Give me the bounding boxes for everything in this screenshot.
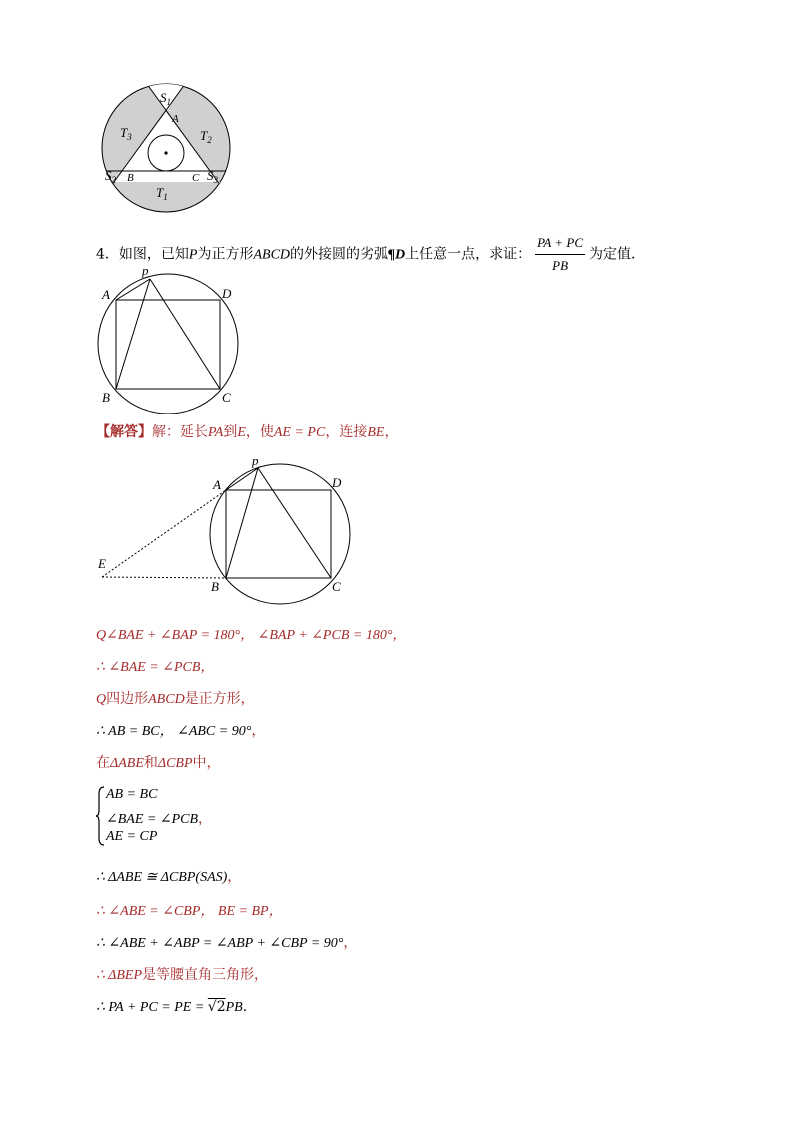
proof-line-10-end: ．: [242, 999, 257, 1015]
proof-line-10-pb: PB: [225, 1000, 243, 1015]
solution-text-4: ，连接: [325, 424, 368, 440]
solution-tag: 【解答】: [96, 424, 152, 440]
proof-line-4: [96, 720, 265, 740]
system-eq-2-end: ，: [198, 811, 213, 827]
system-brace: [96, 786, 106, 846]
triangle-cbp: ΔCBP: [157, 756, 193, 771]
proof-line-7: ∴ ∠ABE = ∠CBP， BE = BP，: [96, 904, 283, 919]
solution-text-3: ，使: [245, 424, 274, 440]
figure-1-circle-triangle: [96, 80, 236, 220]
proof-line-4-end: ，: [251, 723, 266, 739]
label-C: C: [332, 579, 341, 594]
square-name: ABCD: [253, 247, 291, 263]
solution-text-2: 到: [223, 424, 238, 440]
proof-line-6-math: ∴ ΔABE ≅ ΔCBP(SAS): [96, 870, 228, 885]
proof-line-6: [96, 866, 241, 886]
proof-line-8-end: ，: [343, 935, 358, 951]
proof-line-6-end: ，: [227, 869, 242, 885]
label-E: E: [98, 556, 106, 571]
label-B: B: [102, 390, 110, 405]
label-B: B: [211, 579, 219, 594]
proof-line-3: [96, 688, 255, 708]
label-T2: $T_2$: [200, 128, 212, 145]
solution-text-1: 解：延长: [152, 424, 208, 440]
figure-3-construction: [96, 450, 366, 610]
proof-line-3-text2: 是正方形，: [184, 691, 255, 707]
proof-line-5-text3: 中，: [192, 755, 221, 771]
triangle-abe: ΔABE: [110, 756, 144, 771]
proof-line-10-lhs: ∴ PA + PC = PE =: [96, 1000, 208, 1015]
label-A: A: [172, 113, 179, 125]
problem-text-5: 为定值．: [589, 246, 646, 263]
label-T1: $T_1$: [156, 185, 168, 202]
label-D: D: [332, 475, 342, 490]
proof-line-9: [96, 964, 268, 984]
because-symbol: Q: [96, 692, 107, 707]
proof-line-5-text: 在: [96, 755, 110, 771]
label-D: D: [222, 286, 232, 301]
label-p: p: [142, 263, 149, 278]
label-S1: $S_1$: [160, 90, 171, 107]
proof-line-2: ∴ ∠BAE = ∠PCB，: [96, 660, 215, 675]
proof-line-5: [96, 752, 221, 772]
problem-number: 4．: [96, 246, 119, 263]
solution-intro: [96, 421, 398, 441]
label-A: A: [102, 287, 110, 302]
proof-line-5-text2: 和: [143, 755, 158, 771]
problem-text-2: 为正方形: [197, 246, 254, 263]
solution-text-5: ，: [384, 424, 399, 440]
system-eq-1: AB = BC: [106, 787, 158, 802]
proof-line-3-math: ABCD: [148, 692, 185, 707]
proof-line-8: [96, 932, 357, 952]
point-p: P: [188, 247, 198, 263]
label-B: B: [127, 172, 134, 184]
proof-line-10: [96, 996, 257, 1016]
proof-line-3-text: 四边形: [106, 691, 149, 707]
ratio-fraction: [535, 232, 585, 277]
segment-pa: PA: [208, 425, 224, 440]
problem-text-4: 上任意一点，求证：: [405, 246, 532, 263]
proof-line-4-math: ∴ AB = BC， ∠ABC = 90°: [96, 724, 252, 739]
label-p: p: [252, 453, 259, 468]
proof-line-9-math: ∴ ΔBEP: [96, 968, 143, 983]
system-eq-3: AE = CP: [106, 829, 158, 844]
label-T3: $T_3$: [120, 125, 132, 142]
label-S2: $S_2$: [105, 168, 116, 185]
fraction-numerator: PA + PC: [535, 232, 585, 255]
proof-line-9-text: 是等腰直角三角形，: [142, 967, 269, 983]
problem-text-3: 的外接圆的劣弧: [290, 246, 389, 263]
proof-line-1: Q∠BAE + ∠BAP = 180°， ∠BAP + ∠PCB = 180°，: [96, 628, 407, 643]
segment-be: BE: [367, 425, 385, 440]
label-C: C: [222, 390, 231, 405]
system-eq-2-math: ∠BAE = ∠PCB: [106, 812, 199, 827]
arc-symbol: ¶D: [388, 247, 406, 263]
fraction-denominator: PB: [552, 258, 569, 273]
label-S3: $S_3$: [207, 168, 218, 185]
proof-line-8-math: ∴ ∠ABE + ∠ABP = ∠ABP + ∠CBP = 90°: [96, 936, 344, 951]
equation-ae-pc: AE = PC: [273, 425, 326, 440]
problem-text: 如图，已知: [118, 246, 189, 263]
figure-2-square-circle: [96, 262, 246, 414]
label-A: A: [213, 477, 221, 492]
system-eq-2: [106, 808, 212, 828]
label-C: C: [192, 172, 200, 184]
sqrt-two: √2: [207, 999, 226, 1015]
point-e: E: [237, 425, 246, 440]
